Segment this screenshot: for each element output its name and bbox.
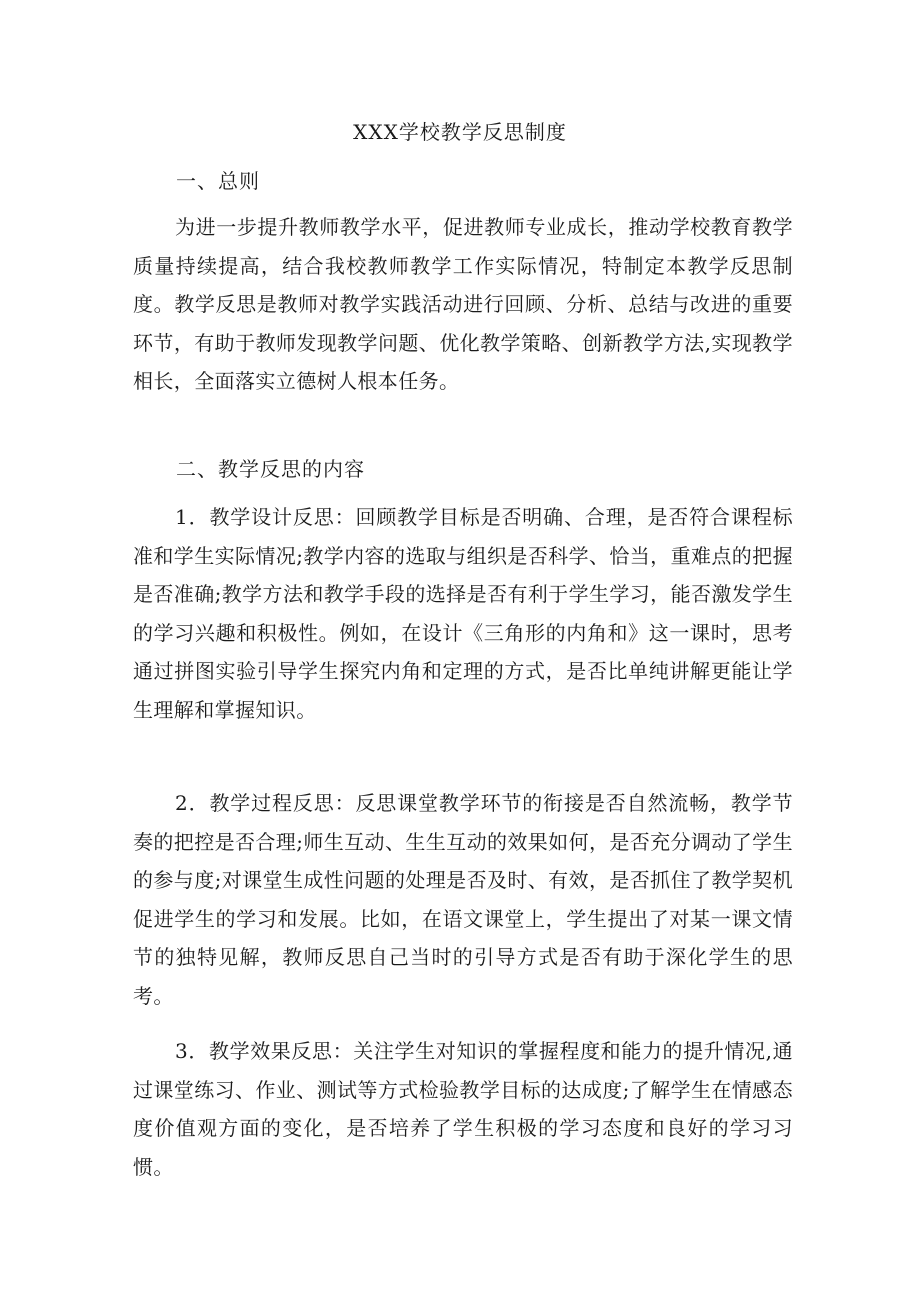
paragraph-general: 为进一步提升教师教学水平，促进教师专业成长，推动学校教育教学质量持续提高，结合我校教师教学工作实际情况，特制定本教学反思制度。教学反思是教师对教学实践活动进行回顾、分析、总结与改进的重要环节，有助于教师发现教学问题、优化教学策略、创新教学方法,实现教学相长，全面落实立德树人根本任务。 <box>133 215 793 394</box>
document-title: XXX学校教学反思制度 <box>353 120 567 144</box>
paragraph-teaching-process: 2．教学过程反思：反思课堂教学环节的衔接是否自然流畅，教学节奏的把控是否合理;师生互动、生生互动的效果如何，是否充分调动了学生的参与度;对课堂生成性问题的处理是否及时、有效，是否抓住了教学契机促进学生的学习和发展。比如，在语文课堂上，学生提出了对某一课文情节的独特见解，教师反思自己当时的引导方式是否有助于深化学生的思考。 <box>133 791 793 1008</box>
section-heading-general: 一、总则 <box>176 169 260 193</box>
paragraph-teaching-design: 1．教学设计反思：回顾教学目标是否明确、合理，是否符合课程标准和学生实际情况;教学内容的选取与组织是否科学、恰当，重难点的把握是否准确;教学方法和教学手段的选择是否有利于学生学习，能否激发学生的学习兴趣和积极性。例如，在设计《三角形的内角和》这一课时，思考通过拼图实验引导学生探究内角和定理的方式，是否比单纯讲解更能让学生理解和掌握知识。 <box>133 505 793 722</box>
section-heading-content: 二、教学反思的内容 <box>176 457 365 481</box>
paragraph-teaching-effect: 3．教学效果反思：关注学生对知识的掌握程度和能力的提升情况,通过课堂练习、作业、测试等方式检验教学目标的达成度;了解学生在情感态度价值观方面的变化，是否培养了学生积极的学习态度和良好的学习习惯。 <box>133 1039 793 1179</box>
